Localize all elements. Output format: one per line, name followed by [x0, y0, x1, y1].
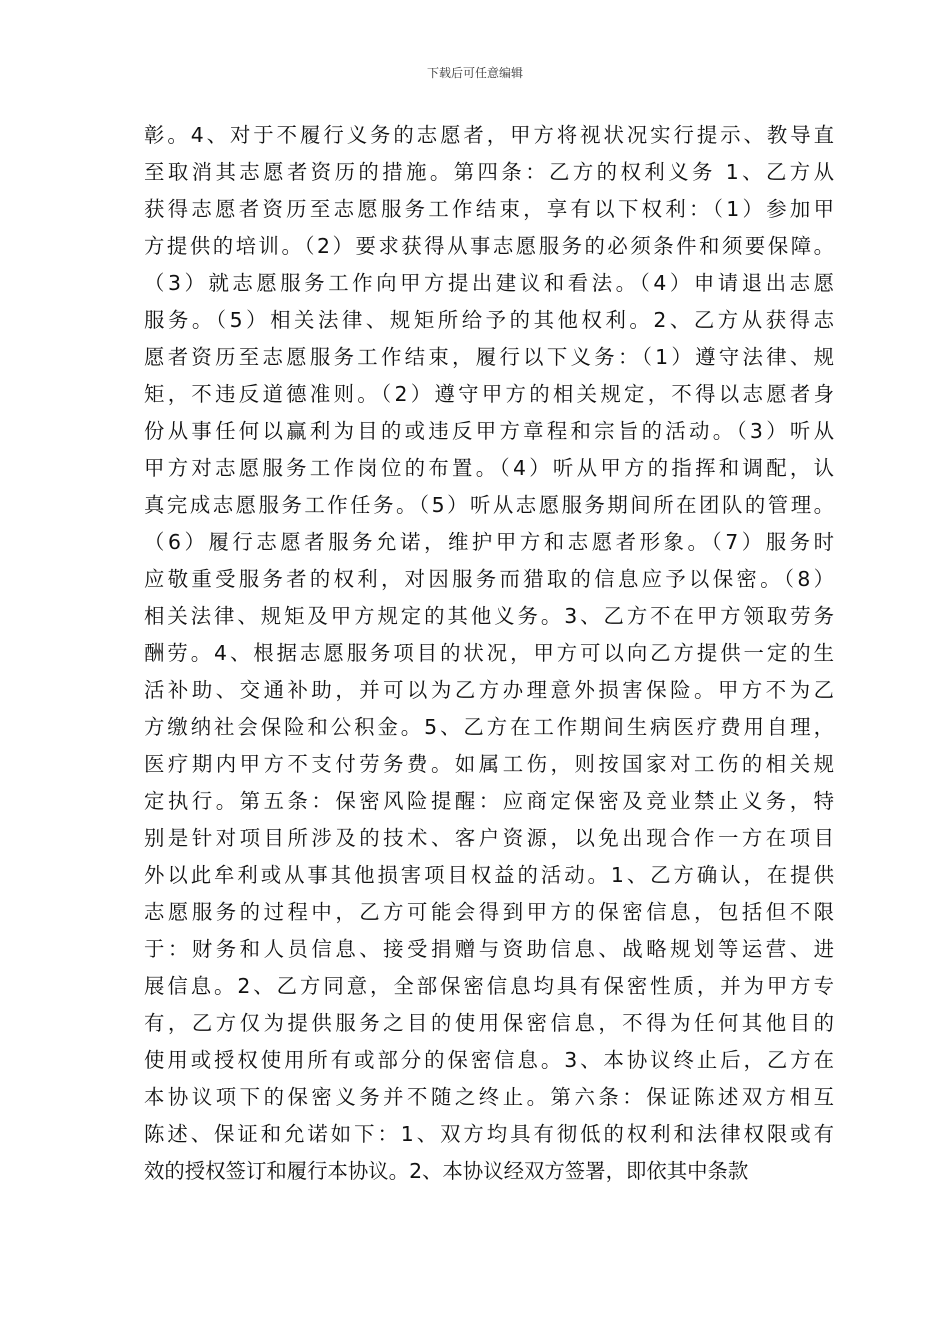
- text-line: 矩，不违反道德准则。（2）遵守甲方的相关规定，不得以志愿者身: [144, 382, 834, 406]
- text-line: 服务。（5）相关法律、规矩所给予的其他权利。2、乙方从获得志: [144, 308, 834, 332]
- body-text: [144, 117, 834, 1190]
- text-line: 有，乙方仅为提供服务之目的使用保密信息，不得为任何其他目的: [144, 1011, 834, 1035]
- text-line: 彰。4、对于不履行义务的志愿者，甲方将视状况实行提示、教导直: [144, 123, 834, 147]
- text-line: 定执行。第五条：保密风险提醒：应商定保密及竞业禁止义务，特: [144, 789, 834, 813]
- text-line: 方提供的培训。（2）要求获得从事志愿服务的必须条件和须要保障。: [144, 234, 834, 258]
- text-line: 真完成志愿服务工作任务。（5）听从志愿服务期间所在团队的管理。: [144, 493, 834, 517]
- text-line: 本协议项下的保密义务并不随之终止。第六条：保证陈述双方相互: [144, 1085, 834, 1109]
- text-line: 效的授权签订和履行本协议。2、本协议经双方签署，即依其中条款: [144, 1159, 749, 1183]
- text-line: 于：财务和人员信息、接受捐赠与资助信息、战略规划等运营、进: [144, 937, 834, 961]
- text-line: 活补助、交通补助，并可以为乙方办理意外损害保险。甲方不为乙: [144, 678, 834, 702]
- text-line: 医疗期内甲方不支付劳务费。如属工伤，则按国家对工伤的相关规: [144, 752, 834, 776]
- text-line: 愿者资历至志愿服务工作结束，履行以下义务：（1）遵守法律、规: [144, 345, 834, 369]
- text-line: 获得志愿者资历至志愿服务工作结束，享有以下权利：（1）参加甲: [144, 197, 834, 221]
- text-line: 陈述、保证和允诺如下：1、双方均具有彻低的权利和法律权限或有: [144, 1122, 834, 1146]
- text-line: 至取消其志愿者资历的措施。第四条：乙方的权利义务 1、乙方从: [144, 160, 834, 184]
- text-line: 份从事任何以赢利为目的或违反甲方章程和宗旨的活动。（3）听从: [144, 419, 834, 443]
- page-header: 下载后可任意编辑: [426, 66, 523, 80]
- text-line: 展信息。2、乙方同意，全部保密信息均具有保密性质，并为甲方专: [144, 974, 834, 998]
- text-line: 酬劳。4、根据志愿服务项目的状况，甲方可以向乙方提供一定的生: [144, 641, 834, 665]
- text-line: 相关法律、规矩及甲方规定的其他义务。3、乙方不在甲方领取劳务: [144, 604, 834, 628]
- text-line: 应敬重受服务者的权利，对因服务而猎取的信息应予以保密。（8）: [144, 567, 834, 591]
- text-line: （3）就志愿服务工作向甲方提出建议和看法。（4）申请退出志愿: [144, 271, 834, 295]
- text-line: 志愿服务的过程中，乙方可能会得到甲方的保密信息，包括但不限: [144, 900, 834, 924]
- text-line: 方缴纳社会保险和公积金。5、乙方在工作期间生病医疗费用自理，: [144, 715, 834, 739]
- text-line: 别是针对项目所涉及的技术、客户资源，以免出现合作一方在项目: [144, 826, 834, 850]
- text-line: （6）履行志愿者服务允诺，维护甲方和志愿者形象。（7）服务时: [144, 530, 834, 554]
- text-line: 使用或授权使用所有或部分的保密信息。3、本协议终止后，乙方在: [144, 1048, 834, 1072]
- text-line: 外以此牟利或从事其他损害项目权益的活动。1、乙方确认，在提供: [144, 863, 834, 887]
- text-line: 甲方对志愿服务工作岗位的布置。（4）听从甲方的指挥和调配，认: [144, 456, 834, 480]
